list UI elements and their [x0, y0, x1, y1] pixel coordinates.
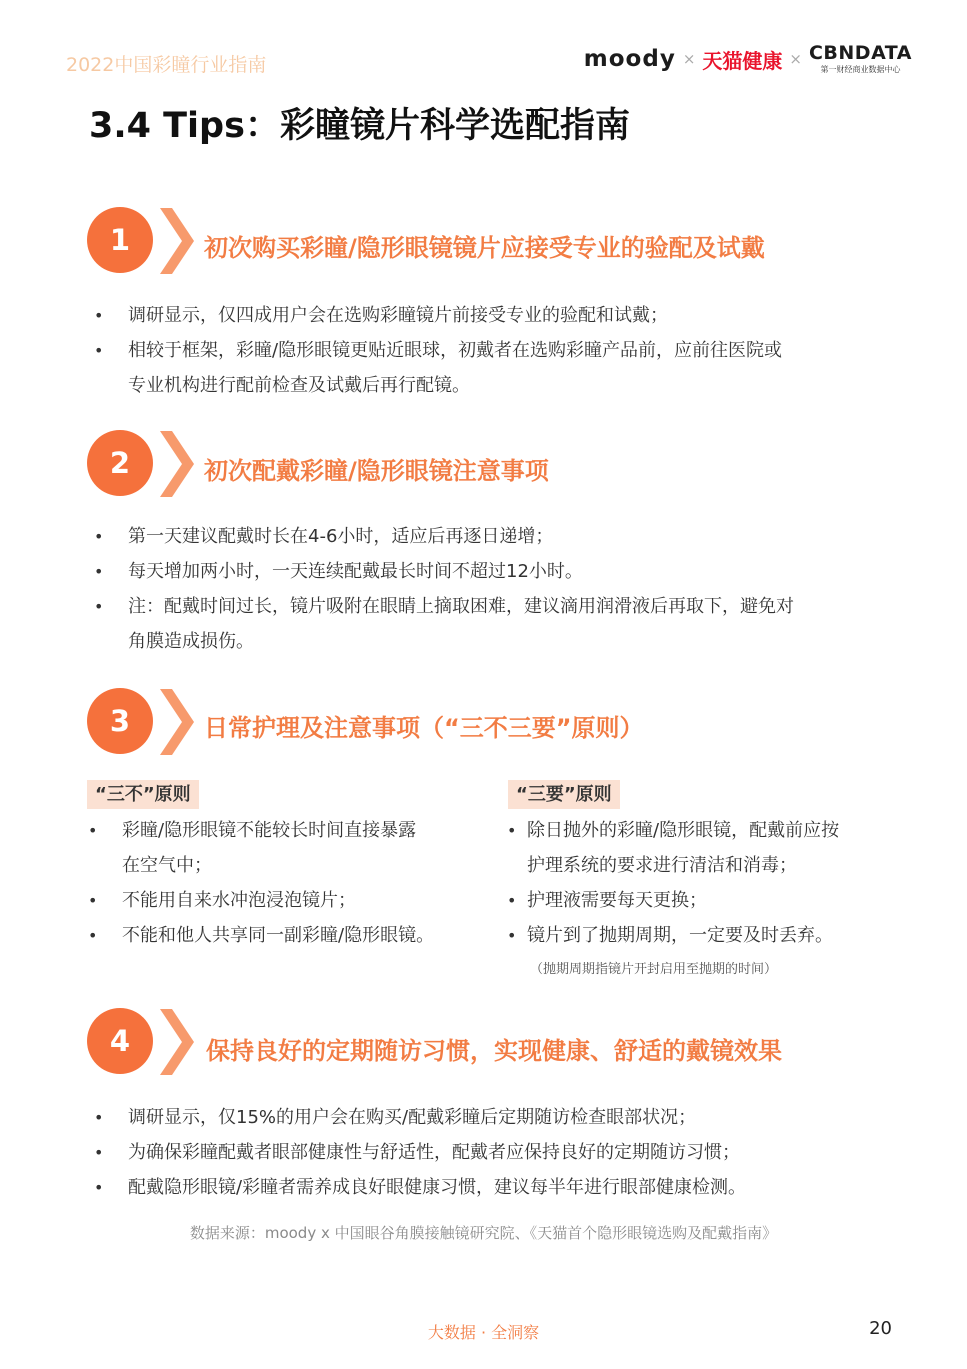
list-item: • 不能和他人共享同一副彩瞳/隐形眼镜。	[86, 918, 486, 953]
three-donts-list	[86, 813, 486, 953]
report-name: 2022中国彩瞳行业指南	[66, 54, 267, 76]
list-item: • 调研显示，仅15%的用户会在购买/配戴彩瞳后定期随访检查眼部状况；	[92, 1100, 892, 1135]
list-item: • 注：配戴时间过长，镜片吸附在眼睛上摘取困难，建议滴用润滑液后再取下，避免对	[92, 589, 892, 624]
bullet-list	[92, 1100, 892, 1205]
section-number-badge: 1	[87, 207, 153, 273]
cbndata-logo-text: CBNDATA	[808, 42, 912, 64]
three-dos-tag: “三要”原则	[508, 780, 620, 809]
list-item: • 配戴隐形眼镜/彩瞳者需养成良好眼健康习惯，建议每半年进行眼部健康检测。	[92, 1170, 892, 1205]
section-number-badge: 4	[87, 1008, 153, 1074]
section-number-badge: 3	[87, 688, 153, 754]
chevron-right-icon	[160, 208, 194, 274]
list-item: • 彩瞳/隐形眼镜不能较长时间直接暴露	[86, 813, 486, 848]
partner-logos	[584, 44, 912, 74]
three-dos-list	[505, 813, 925, 953]
list-item-continuation: 专业机构进行配前检查及试戴后再行配镜。	[128, 375, 470, 396]
cbndata-logo-subtitle: 第一财经商业数据中心	[820, 65, 901, 74]
list-item-continuation: 角膜造成损伤。	[128, 631, 254, 652]
bullet-list	[92, 298, 892, 403]
list-item: • 不能用自来水冲泡浸泡镜片；	[86, 883, 486, 918]
section-heading: 初次配戴彩瞳/隐形眼镜注意事项	[204, 457, 549, 485]
disposal-cycle-note: （抛期周期指镜片开封启用至抛期的时间）	[530, 962, 778, 977]
page-number: 20	[869, 1318, 892, 1339]
list-item: • 镜片到了抛期周期，一定要及时丢弃。	[505, 918, 925, 953]
list-item: • 第一天建议配戴时长在4-6小时，适应后再逐日递增；	[92, 519, 892, 554]
moody-logo: moody	[583, 46, 676, 72]
tmall-health-logo: 天猫健康	[702, 48, 783, 73]
list-item: • 相较于框架，彩瞳/隐形眼镜更贴近眼球，初戴者在选购彩瞳产品前，应前往医院或	[92, 333, 892, 368]
list-item: • 调研显示，仅四成用户会在选购彩瞳镜片前接受专业的验配和试戴；	[92, 298, 892, 333]
list-item-continuation: 护理系统的要求进行清洁和消毒；	[527, 855, 797, 876]
three-donts-tag: “三不”原则	[87, 780, 199, 809]
chevron-right-icon	[160, 431, 194, 497]
section-number-badge: 2	[87, 430, 153, 496]
list-item: • 每天增加两小时，一天连续配戴最长时间不超过12小时。	[92, 554, 892, 589]
bullet-list	[92, 519, 892, 659]
list-item: • 护理液需要每天更换；	[505, 883, 925, 918]
list-item-continuation: 在空气中；	[122, 855, 212, 876]
chevron-right-icon	[160, 689, 194, 755]
section-heading: 日常护理及注意事项（“三不三要”原则）	[204, 714, 644, 742]
chevron-right-icon	[160, 1009, 194, 1075]
cbndata-logo	[809, 44, 912, 74]
section-heading: 保持良好的定期随访习惯，实现健康、舒适的戴镜效果	[206, 1037, 782, 1065]
footer-slogan: 大数据 · 全洞察	[427, 1323, 540, 1342]
data-source-note: 数据来源：moody x 中国眼谷角膜接触镜研究院、《天猫首个隐形眼镜选购及配戴指南》	[189, 1224, 778, 1242]
page-title: 3.4 Tips：彩瞳镜片科学选配指南	[89, 106, 630, 146]
logo-separator: ×	[682, 50, 696, 68]
logo-separator: ×	[789, 50, 802, 68]
section-heading: 初次购买彩瞳/隐形眼镜镜片应接受专业的验配及试戴	[204, 234, 765, 262]
list-item: • 除日抛外的彩瞳/隐形眼镜，配戴前应按	[505, 813, 925, 848]
list-item: • 为确保彩瞳配戴者眼部健康性与舒适性，配戴者应保持良好的定期随访习惯；	[92, 1135, 892, 1170]
